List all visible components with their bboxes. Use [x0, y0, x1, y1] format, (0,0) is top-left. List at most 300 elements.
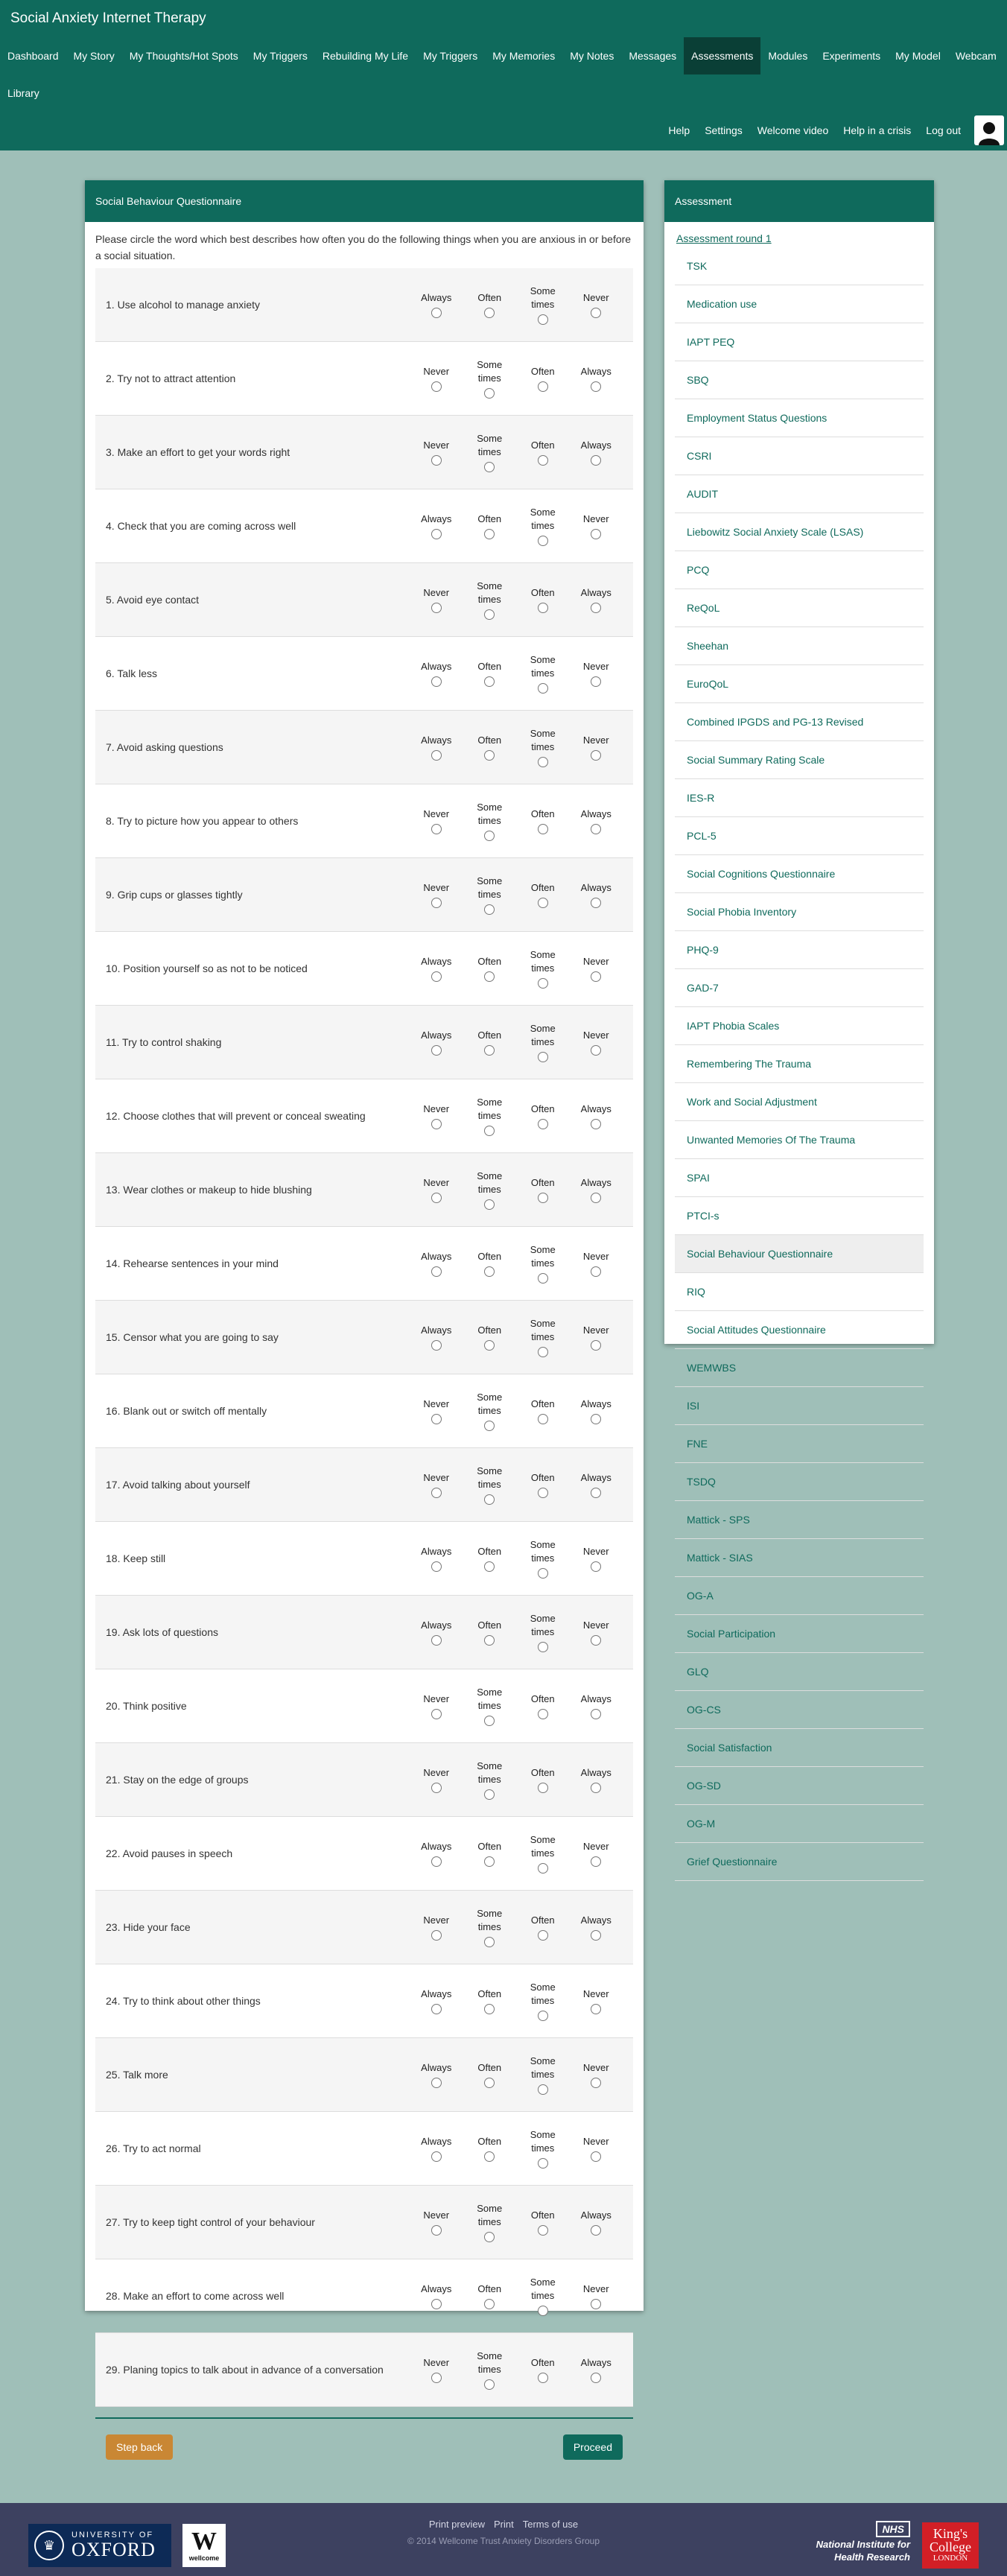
- answer-options: [410, 727, 623, 767]
- answer-radio[interactable]: [538, 978, 548, 989]
- answer-option: [463, 1391, 517, 1431]
- answer-radio[interactable]: [591, 2151, 601, 2162]
- answer-radio[interactable]: [484, 308, 495, 318]
- answer-radio[interactable]: [431, 1488, 442, 1498]
- answer-radio[interactable]: [484, 1266, 495, 1277]
- assessment-item[interactable]: PCQ: [675, 551, 924, 589]
- assessment-item[interactable]: ReQoL: [675, 589, 924, 627]
- answer-radio[interactable]: [538, 1930, 548, 1941]
- answer-option: [516, 506, 570, 546]
- answer-option: [516, 2055, 570, 2095]
- answer-radio[interactable]: [484, 1340, 495, 1351]
- app-title[interactable]: Social Anxiety Internet Therapy: [10, 10, 206, 26]
- answer-label: Always: [580, 1398, 611, 1409]
- answer-option: [570, 1022, 623, 1062]
- answer-option: [570, 1612, 623, 1652]
- answer-radio[interactable]: [591, 2373, 601, 2383]
- answer-label: Always: [421, 2283, 452, 2294]
- assessment-item[interactable]: OG-CS: [675, 1691, 924, 1729]
- assessment-item[interactable]: TSK: [675, 247, 924, 285]
- answer-label: Always: [580, 2357, 611, 2368]
- answer-label: Always: [421, 1546, 452, 1557]
- answer-option: [570, 875, 623, 915]
- assessment-item[interactable]: Grief Questionnaire: [675, 1843, 924, 1881]
- answer-option: [463, 285, 517, 325]
- answer-label: Never: [423, 1472, 450, 1483]
- assessment-item[interactable]: WEMWBS: [675, 1349, 924, 1387]
- answer-radio[interactable]: [431, 1119, 442, 1129]
- assessment-item[interactable]: Unwanted Memories Of The Trauma: [675, 1121, 924, 1159]
- answer-radio[interactable]: [484, 1789, 495, 1800]
- answer-option: [516, 285, 570, 325]
- answer-radio[interactable]: [591, 2078, 601, 2088]
- nav-item-experiments[interactable]: Experiments: [822, 50, 881, 62]
- answer-radio[interactable]: [538, 1863, 548, 1874]
- answer-radio[interactable]: [431, 1340, 442, 1351]
- answer-radio[interactable]: [591, 1709, 601, 1719]
- answer-options: [410, 432, 623, 472]
- kcl-logo[interactable]: [922, 2522, 979, 2569]
- answer-label: Always: [580, 1914, 611, 1926]
- nav-item-dashboard[interactable]: Dashboard: [7, 50, 59, 62]
- answer-label: Often: [530, 882, 555, 893]
- answer-radio[interactable]: [591, 1783, 601, 1793]
- answer-radio[interactable]: [538, 455, 548, 466]
- answer-label: Never: [423, 1693, 450, 1704]
- answer-label: Often: [477, 1841, 502, 1852]
- answer-radio[interactable]: [431, 2151, 442, 2162]
- nav-item-webcam[interactable]: Webcam: [955, 50, 997, 62]
- assessment-item[interactable]: AUDIT: [675, 475, 924, 513]
- answer-radio[interactable]: [591, 750, 601, 761]
- answer-radio[interactable]: [431, 603, 442, 613]
- nav-item-library[interactable]: Library: [7, 87, 39, 99]
- answer-label: Always: [421, 2062, 452, 2073]
- answer-option: [516, 1981, 570, 2021]
- answer-label: Some times: [477, 2350, 503, 2375]
- answer-radio[interactable]: [431, 971, 442, 982]
- answer-label: Never: [582, 292, 609, 303]
- answer-label: Often: [477, 1325, 502, 1336]
- step-back-button[interactable]: Step back: [106, 2434, 173, 2460]
- answer-radio[interactable]: [484, 1856, 495, 1867]
- answer-label: Some times: [477, 875, 503, 900]
- answer-radio[interactable]: [591, 2299, 601, 2309]
- answer-radio[interactable]: [431, 2373, 442, 2383]
- answer-radio[interactable]: [484, 904, 495, 915]
- assessment-item[interactable]: ISI: [675, 1387, 924, 1425]
- assessment-item[interactable]: Medication use: [675, 285, 924, 323]
- avatar[interactable]: [974, 115, 1004, 145]
- proceed-button[interactable]: Proceed: [563, 2434, 623, 2460]
- answer-radio[interactable]: [484, 1126, 495, 1136]
- answer-label: Some times: [530, 2129, 556, 2154]
- assessment-round-link[interactable]: Assessment round 1: [676, 232, 772, 244]
- answer-label: Some times: [477, 2203, 503, 2227]
- questionnaire-actions: [95, 2417, 633, 2475]
- question-text: 24. Try to think about other things: [106, 1995, 261, 2007]
- question-text: 16. Blank out or switch off mentally: [106, 1405, 267, 1417]
- answer-option: [570, 432, 623, 472]
- answer-radio[interactable]: [484, 1494, 495, 1505]
- answer-label: Never: [423, 2209, 450, 2221]
- answer-option: [410, 727, 463, 767]
- answer-radio[interactable]: [538, 1414, 548, 1424]
- question-row: [95, 1891, 633, 1964]
- answer-radio[interactable]: [484, 1635, 495, 1646]
- assessment-item[interactable]: FNE: [675, 1425, 924, 1463]
- answer-radio[interactable]: [431, 381, 442, 392]
- answer-radio[interactable]: [538, 1273, 548, 1284]
- assessment-item[interactable]: Combined IPGDS and PG-13 Revised: [675, 703, 924, 741]
- answer-option: [516, 1465, 570, 1505]
- assessment-item[interactable]: Social Cognitions Questionnaire: [675, 855, 924, 893]
- answer-radio[interactable]: [431, 1045, 442, 1056]
- answer-options: [410, 2350, 623, 2390]
- answer-radio[interactable]: [484, 1421, 495, 1431]
- answer-radio[interactable]: [484, 1561, 495, 1572]
- answer-options: [410, 1465, 623, 1505]
- main-content: [0, 150, 1007, 2503]
- answer-radio[interactable]: [591, 1340, 601, 1351]
- question-text: 5. Avoid eye contact: [106, 594, 200, 606]
- answer-radio[interactable]: [538, 381, 548, 392]
- answer-radio[interactable]: [431, 1709, 442, 1719]
- answer-option: [516, 1686, 570, 1726]
- answer-radio[interactable]: [431, 308, 442, 318]
- assessment-item[interactable]: IES-R: [675, 779, 924, 817]
- answer-option: [463, 801, 517, 841]
- question-row: [95, 268, 633, 342]
- assessment-item[interactable]: GAD-7: [675, 969, 924, 1007]
- assessment-item[interactable]: Liebowitz Social Anxiety Scale (LSAS): [675, 513, 924, 551]
- answer-option: [410, 2276, 463, 2316]
- answer-radio[interactable]: [484, 462, 495, 472]
- answer-radio[interactable]: [591, 1193, 601, 1203]
- answer-radio[interactable]: [484, 388, 495, 399]
- answer-options: [410, 2202, 623, 2242]
- question-row: [95, 1669, 633, 1743]
- answer-option: [516, 1907, 570, 1947]
- questionnaire-title: Social Behaviour Questionnaire: [85, 180, 644, 222]
- assessment-item[interactable]: SBQ: [675, 361, 924, 399]
- answer-option: [463, 653, 517, 694]
- answer-option: [410, 1096, 463, 1136]
- answer-radio[interactable]: [591, 1488, 601, 1498]
- answer-radio[interactable]: [591, 1930, 601, 1941]
- answer-label: Some times: [477, 433, 503, 457]
- utility-link-log-out[interactable]: Log out: [926, 124, 961, 136]
- answer-radio[interactable]: [591, 971, 601, 982]
- assessment-item[interactable]: RIQ: [675, 1273, 924, 1311]
- answer-radio[interactable]: [591, 2225, 601, 2236]
- assessment-item[interactable]: SPAI: [675, 1159, 924, 1197]
- answer-radio[interactable]: [538, 2373, 548, 2383]
- answer-option: [463, 1317, 517, 1357]
- answer-radio[interactable]: [431, 2299, 442, 2309]
- answer-options: [410, 506, 623, 546]
- answer-label: Often: [477, 1988, 502, 1999]
- question-text: 15. Censor what you are going to say: [106, 1331, 279, 1343]
- answer-radio[interactable]: [591, 1856, 601, 1867]
- answer-radio[interactable]: [431, 2225, 442, 2236]
- assessment-item[interactable]: Mattick - SIAS: [675, 1539, 924, 1577]
- answer-radio[interactable]: [484, 2078, 495, 2088]
- answer-radio[interactable]: [484, 971, 495, 982]
- answer-radio[interactable]: [484, 1045, 495, 1056]
- assessment-item[interactable]: OG-SD: [675, 1767, 924, 1805]
- answer-radio[interactable]: [538, 536, 548, 546]
- answer-radio[interactable]: [484, 2379, 495, 2390]
- answer-radio[interactable]: [538, 2306, 548, 2316]
- answer-radio[interactable]: [538, 1642, 548, 1652]
- answer-option: [463, 875, 517, 915]
- question-row: [95, 563, 633, 637]
- assessment-item[interactable]: PHQ-9: [675, 931, 924, 969]
- nav-item-assessments[interactable]: Assessments: [684, 37, 760, 74]
- answer-radio[interactable]: [484, 676, 495, 687]
- answer-option: [570, 1907, 623, 1947]
- answer-radio[interactable]: [431, 1266, 442, 1277]
- question-row: [95, 1006, 633, 1079]
- answer-options: [410, 1317, 623, 1357]
- answer-label: Always: [421, 1251, 452, 1262]
- answer-radio[interactable]: [484, 750, 495, 761]
- answer-radio[interactable]: [538, 2225, 548, 2236]
- question-list: [95, 268, 633, 2407]
- question-text: 11. Try to control shaking: [106, 1036, 222, 1048]
- answer-option: [463, 1170, 517, 1210]
- assessment-item[interactable]: TSDQ: [675, 1463, 924, 1501]
- wellcome-name: wellcome: [188, 2554, 220, 2562]
- answer-radio[interactable]: [538, 757, 548, 767]
- answer-radio[interactable]: [484, 1199, 495, 1210]
- answer-option: [516, 2350, 570, 2390]
- answer-option: [516, 1833, 570, 1874]
- assessment-item[interactable]: EuroQoL: [675, 665, 924, 703]
- answer-radio[interactable]: [591, 455, 601, 466]
- answer-radio[interactable]: [431, 1635, 442, 1646]
- assessment-item[interactable]: GLQ: [675, 1653, 924, 1691]
- answer-radio[interactable]: [591, 1119, 601, 1129]
- assessment-item[interactable]: Social Behaviour Questionnaire: [675, 1235, 924, 1273]
- answer-radio[interactable]: [484, 2151, 495, 2162]
- answer-option: [410, 653, 463, 694]
- answer-options: [410, 358, 623, 399]
- question-text: 4. Check that you are coming across well: [106, 520, 296, 532]
- question-text: 20. Think positive: [106, 1700, 187, 1712]
- answer-option: [410, 580, 463, 620]
- answer-radio[interactable]: [431, 1561, 442, 1572]
- question-row: [95, 637, 633, 711]
- answer-options: [410, 948, 623, 989]
- nav-item-messages[interactable]: Messages: [629, 50, 677, 62]
- question-row: [95, 2038, 633, 2112]
- question-row: [95, 1596, 633, 1669]
- answer-radio[interactable]: [591, 824, 601, 834]
- answer-radio[interactable]: [431, 2004, 442, 2014]
- nav-item-my-notes[interactable]: My Notes: [570, 50, 614, 62]
- footer-link-terms-of-use[interactable]: Terms of use: [522, 2519, 579, 2530]
- answer-radio[interactable]: [431, 1783, 442, 1793]
- answer-options: [410, 285, 623, 325]
- assessment-item[interactable]: Social Attitudes Questionnaire: [675, 1311, 924, 1349]
- utility-link-help[interactable]: Help: [668, 124, 690, 136]
- assessment-item[interactable]: OG-A: [675, 1577, 924, 1615]
- answer-label: Never: [423, 1767, 450, 1778]
- answer-option: [463, 2055, 517, 2095]
- answer-option: [410, 1022, 463, 1062]
- answer-radio[interactable]: [538, 1052, 548, 1062]
- answer-radio[interactable]: [431, 529, 442, 539]
- nav-item-my-memories[interactable]: My Memories: [492, 50, 556, 62]
- answer-radio[interactable]: [484, 1716, 495, 1726]
- answer-radio[interactable]: [484, 2004, 495, 2014]
- answer-label: Never: [582, 956, 609, 967]
- answer-label: Some times: [530, 728, 556, 752]
- answer-label: Never: [582, 661, 609, 672]
- answer-label: Often: [530, 1103, 555, 1114]
- answer-radio[interactable]: [591, 676, 601, 687]
- utility-link-welcome-video[interactable]: Welcome video: [757, 124, 829, 136]
- assessment-item[interactable]: CSRI: [675, 437, 924, 475]
- answer-radio[interactable]: [538, 2011, 548, 2021]
- answer-radio[interactable]: [484, 609, 495, 620]
- answer-option: [463, 2350, 517, 2390]
- answer-option: [570, 1833, 623, 1874]
- question-text: 27. Try to keep tight control of your behaviour: [106, 2216, 315, 2228]
- answer-radio[interactable]: [538, 1119, 548, 1129]
- utility-link-help-in-a-crisis[interactable]: Help in a crisis: [843, 124, 912, 136]
- kcl-line-2: College: [930, 2539, 971, 2554]
- answer-options: [410, 1243, 623, 1284]
- answer-label: Some times: [530, 285, 556, 310]
- answer-label: Never: [582, 2062, 609, 2073]
- answer-radio[interactable]: [431, 1856, 442, 1867]
- answer-radio[interactable]: [538, 898, 548, 908]
- answer-radio[interactable]: [484, 2232, 495, 2242]
- answer-label: Always: [421, 513, 452, 524]
- answer-option: [410, 1391, 463, 1431]
- assessment-item[interactable]: Work and Social Adjustment: [675, 1083, 924, 1121]
- answer-radio[interactable]: [431, 2078, 442, 2088]
- answer-radio[interactable]: [484, 2299, 495, 2309]
- question-row: [95, 711, 633, 784]
- assessment-title: Assessment: [664, 180, 934, 222]
- answer-radio[interactable]: [538, 1783, 548, 1793]
- assessment-item[interactable]: Mattick - SPS: [675, 1501, 924, 1539]
- assessment-item[interactable]: PTCI-s: [675, 1197, 924, 1235]
- assessment-item[interactable]: IAPT Phobia Scales: [675, 1007, 924, 1045]
- answer-options: [410, 2276, 623, 2316]
- answer-radio[interactable]: [484, 831, 495, 841]
- answer-radio[interactable]: [591, 898, 601, 908]
- assessment-item[interactable]: Employment Status Questions: [675, 399, 924, 437]
- nhs-badge: NHS: [876, 2521, 910, 2537]
- answer-radio[interactable]: [591, 1045, 601, 1056]
- assessment-item[interactable]: Social Phobia Inventory: [675, 893, 924, 931]
- answer-option: [570, 2350, 623, 2390]
- answer-radio[interactable]: [538, 314, 548, 325]
- nav-item-my-thoughts-hot-spots[interactable]: My Thoughts/Hot Spots: [129, 50, 238, 62]
- answer-options: [410, 1981, 623, 2021]
- question-text: 26. Try to act normal: [106, 2142, 201, 2154]
- answer-option: [410, 506, 463, 546]
- answer-radio[interactable]: [538, 2084, 548, 2095]
- answer-label: Never: [582, 1030, 609, 1041]
- answer-radio[interactable]: [591, 308, 601, 318]
- answer-radio[interactable]: [591, 1561, 601, 1572]
- answer-label: Often: [530, 587, 555, 598]
- assessment-item[interactable]: IAPT PEQ: [675, 323, 924, 361]
- answer-radio[interactable]: [484, 1937, 495, 1947]
- answer-radio[interactable]: [591, 603, 601, 613]
- answer-option: [570, 2276, 623, 2316]
- answer-radio[interactable]: [431, 824, 442, 834]
- answer-radio[interactable]: [538, 683, 548, 694]
- answer-radio[interactable]: [538, 1488, 548, 1498]
- answer-radio[interactable]: [538, 1193, 548, 1203]
- answer-radio[interactable]: [431, 676, 442, 687]
- answer-radio[interactable]: [538, 824, 548, 834]
- nihr-logo[interactable]: [816, 2521, 910, 2563]
- answer-radio[interactable]: [538, 2158, 548, 2169]
- footer-link-print[interactable]: Print: [493, 2519, 514, 2530]
- answer-radio[interactable]: [591, 1635, 601, 1646]
- answer-label: Some times: [530, 1318, 556, 1342]
- answer-radio[interactable]: [538, 1568, 548, 1579]
- answer-radio[interactable]: [591, 1266, 601, 1277]
- assessment-item[interactable]: Social Satisfaction: [675, 1729, 924, 1767]
- nav-item-my-triggers[interactable]: My Triggers: [423, 50, 478, 62]
- nav-item-rebuilding-my-life[interactable]: Rebuilding My Life: [322, 50, 409, 62]
- answer-option: [516, 1612, 570, 1652]
- nav-item-my-story[interactable]: My Story: [73, 50, 115, 62]
- assessment-item[interactable]: Social Summary Rating Scale: [675, 741, 924, 779]
- utility-link-settings[interactable]: Settings: [705, 124, 743, 136]
- assessment-item[interactable]: OG-M: [675, 1805, 924, 1843]
- assessment-item[interactable]: PCL-5: [675, 817, 924, 855]
- answer-radio[interactable]: [484, 529, 495, 539]
- assessment-item[interactable]: Sheehan: [675, 627, 924, 665]
- answer-radio[interactable]: [538, 1709, 548, 1719]
- answer-radio[interactable]: [591, 529, 601, 539]
- answer-radio[interactable]: [431, 1414, 442, 1424]
- answer-option: [570, 358, 623, 399]
- assessment-item[interactable]: Remembering The Trauma: [675, 1045, 924, 1083]
- answer-radio[interactable]: [591, 381, 601, 392]
- answer-label: Never: [423, 1177, 450, 1188]
- question-text: 14. Rehearse sentences in your mind: [106, 1257, 279, 1269]
- answer-radio[interactable]: [431, 455, 442, 466]
- answer-radio[interactable]: [431, 750, 442, 761]
- answer-radio[interactable]: [591, 1414, 601, 1424]
- answer-label: Often: [477, 956, 502, 967]
- answer-option: [516, 2128, 570, 2169]
- nav-item-modules[interactable]: Modules: [768, 50, 808, 62]
- footer-link-print-preview[interactable]: Print preview: [428, 2519, 485, 2530]
- answer-radio[interactable]: [538, 1347, 548, 1357]
- answer-radio[interactable]: [538, 603, 548, 613]
- answer-radio[interactable]: [431, 1930, 442, 1941]
- nav-item-my-triggers[interactable]: My Triggers: [252, 50, 308, 62]
- answer-radio[interactable]: [431, 1193, 442, 1203]
- kcl-line-1: King's: [933, 2526, 968, 2541]
- nav-item-my-model[interactable]: My Model: [895, 50, 941, 62]
- assessment-item[interactable]: Social Participation: [675, 1615, 924, 1653]
- answer-radio[interactable]: [591, 2004, 601, 2014]
- answer-radio[interactable]: [431, 898, 442, 908]
